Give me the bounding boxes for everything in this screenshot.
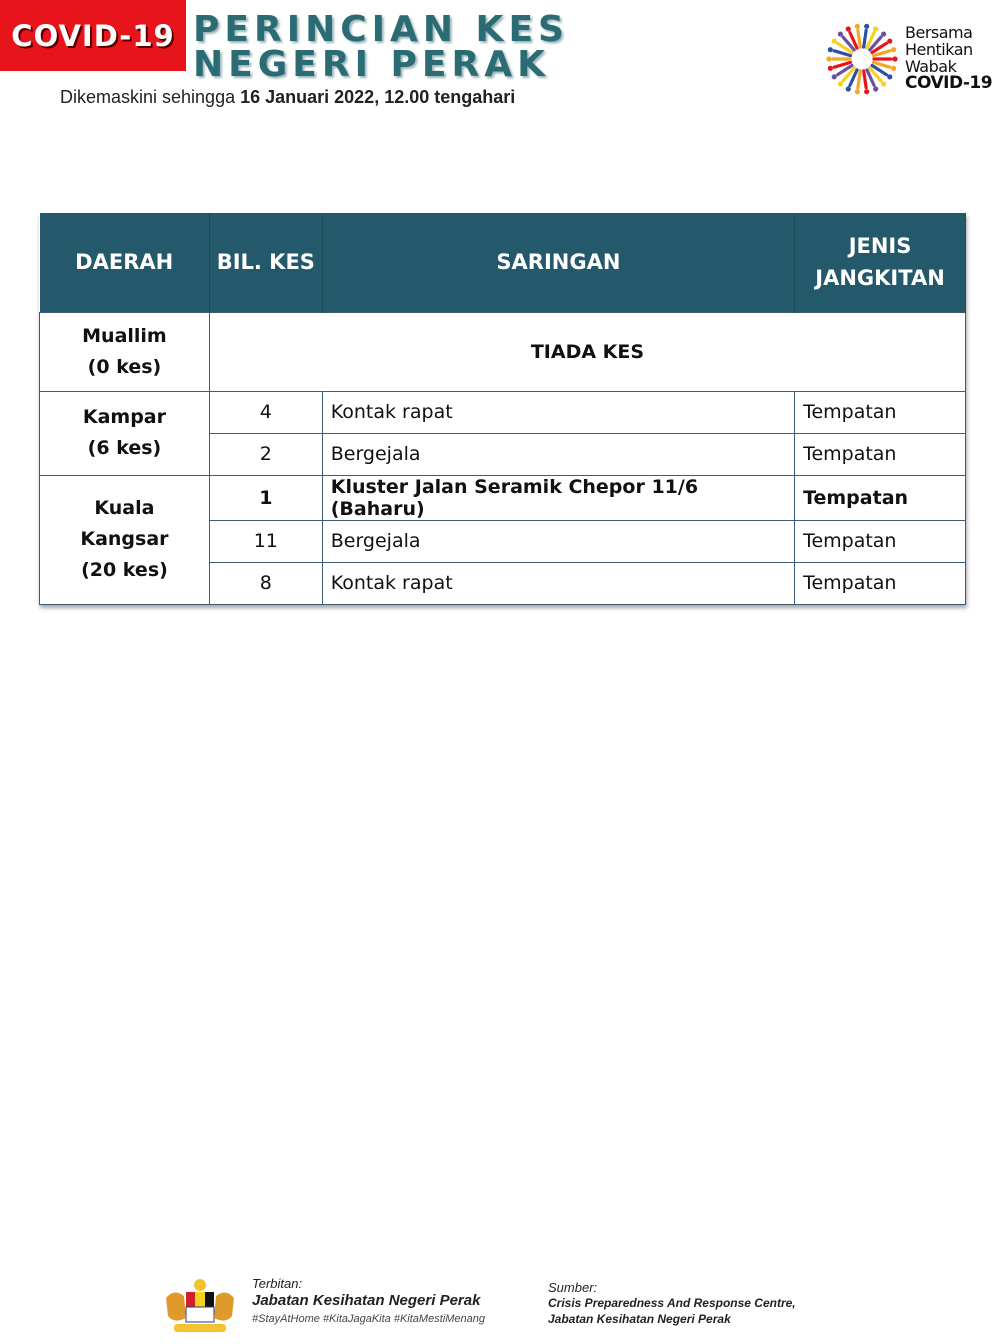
case-details-table xyxy=(39,213,966,605)
sunburst-head xyxy=(891,47,896,52)
sunburst-ray xyxy=(864,30,866,47)
sunburst-head xyxy=(832,74,837,79)
header-daerah: DAERAH xyxy=(40,213,210,312)
infection-type: Tempatan xyxy=(795,520,966,562)
district-count: (6 kes) xyxy=(87,437,162,459)
sunburst-head xyxy=(873,86,878,91)
header-jenis-jangkitan xyxy=(795,213,966,312)
case-count: 8 xyxy=(209,562,322,604)
source-line2: Jabatan Kesihatan Negeri Perak xyxy=(548,1312,731,1326)
page-title-line2: NEGERI PERAK xyxy=(193,44,550,85)
publisher-block xyxy=(252,1276,485,1325)
district-name: Muallim xyxy=(82,324,167,347)
district-count: (0 kes) xyxy=(87,355,162,378)
sunburst-head xyxy=(832,39,837,44)
sunburst-head xyxy=(887,74,892,79)
sunburst-head xyxy=(855,24,860,29)
logo-line3: Wabak xyxy=(905,57,957,76)
table-header-row xyxy=(40,213,966,312)
screening-type: Kluster Jalan Seramik Chepor 11/6 (Baharu) xyxy=(322,475,794,520)
sunburst-ray xyxy=(858,30,860,47)
header-jenis-line1: JENIS xyxy=(848,234,912,259)
sunburst-head xyxy=(891,66,896,71)
case-count: 4 xyxy=(209,391,322,433)
sunburst-ray xyxy=(858,71,860,88)
case-count: 1 xyxy=(209,475,322,520)
district-name: Kampar xyxy=(82,406,166,428)
sunburst-head xyxy=(855,89,860,94)
infection-type: Tempatan xyxy=(795,391,966,433)
sunburst-head xyxy=(887,39,892,44)
sunburst-head xyxy=(846,26,851,31)
hashtags: #StayAtHome #KitaJagaKita #KitaMestiMenang xyxy=(252,1313,485,1325)
screening-type: Bergejala xyxy=(322,433,794,475)
sunburst-head xyxy=(828,47,833,52)
header-bil-kes: BIL. KES xyxy=(209,213,322,312)
malaysia-coat-of-arms-icon xyxy=(160,1278,240,1336)
publisher-name: Jabatan Kesihatan Negeri Perak xyxy=(252,1292,481,1309)
source-label: Sumber: xyxy=(548,1280,598,1295)
source-block xyxy=(548,1280,796,1327)
case-count: 2 xyxy=(209,433,322,475)
covid-badge-label: COVID-19 xyxy=(11,18,175,53)
sunburst-ray xyxy=(864,71,866,88)
sunburst-logo-icon xyxy=(826,18,898,100)
sunburst-head xyxy=(873,26,878,31)
header-jenis-line2: JANGKITAN xyxy=(815,266,945,291)
district-muallim xyxy=(40,312,210,391)
district-name: Kuala Kangsar xyxy=(80,497,169,550)
update-date: 16 Januari 2022, 12.00 tengahari xyxy=(240,87,516,107)
table-row xyxy=(40,391,966,433)
sunburst-head xyxy=(846,86,851,91)
logo-line2: Hentikan xyxy=(905,40,973,59)
sunburst-head xyxy=(864,24,869,29)
sunburst-head xyxy=(881,81,886,86)
sunburst-head xyxy=(892,56,897,61)
table-row xyxy=(40,312,966,391)
update-prefix: Dikemaskini sehingga xyxy=(60,87,241,107)
infection-type: Tempatan xyxy=(795,475,966,520)
source-line1: Crisis Preparedness And Response Centre, xyxy=(548,1296,796,1310)
page-title-line1: PERINCIAN KES xyxy=(193,9,569,50)
district-count: (20 kes) xyxy=(81,559,168,581)
sunburst-head xyxy=(838,31,843,36)
no-cases-cell: TIADA KES xyxy=(209,312,965,391)
screening-type: Kontak rapat xyxy=(322,562,794,604)
screening-type: Kontak rapat xyxy=(322,391,794,433)
screening-type: Bergejala xyxy=(322,520,794,562)
sunburst-head xyxy=(828,66,833,71)
district-kuala-kangsar xyxy=(40,475,210,604)
table-row xyxy=(40,475,966,520)
sunburst-head xyxy=(826,56,831,61)
logo-line4: COVID-19 xyxy=(905,73,993,93)
infection-type: Tempatan xyxy=(795,433,966,475)
campaign-logo-text xyxy=(905,24,992,92)
sunburst-head xyxy=(838,81,843,86)
covid-badge xyxy=(0,0,186,71)
sunburst-head xyxy=(864,89,869,94)
publisher-label: Terbitan: xyxy=(252,1276,303,1291)
sunburst-head xyxy=(881,31,886,36)
infection-type: Tempatan xyxy=(795,562,966,604)
logo-line1: Bersama xyxy=(905,23,973,42)
case-count: 11 xyxy=(209,520,322,562)
district-kampar xyxy=(40,391,210,475)
campaign-logo xyxy=(826,18,998,100)
header-saringan: SARINGAN xyxy=(322,213,794,312)
update-timestamp xyxy=(60,87,515,108)
